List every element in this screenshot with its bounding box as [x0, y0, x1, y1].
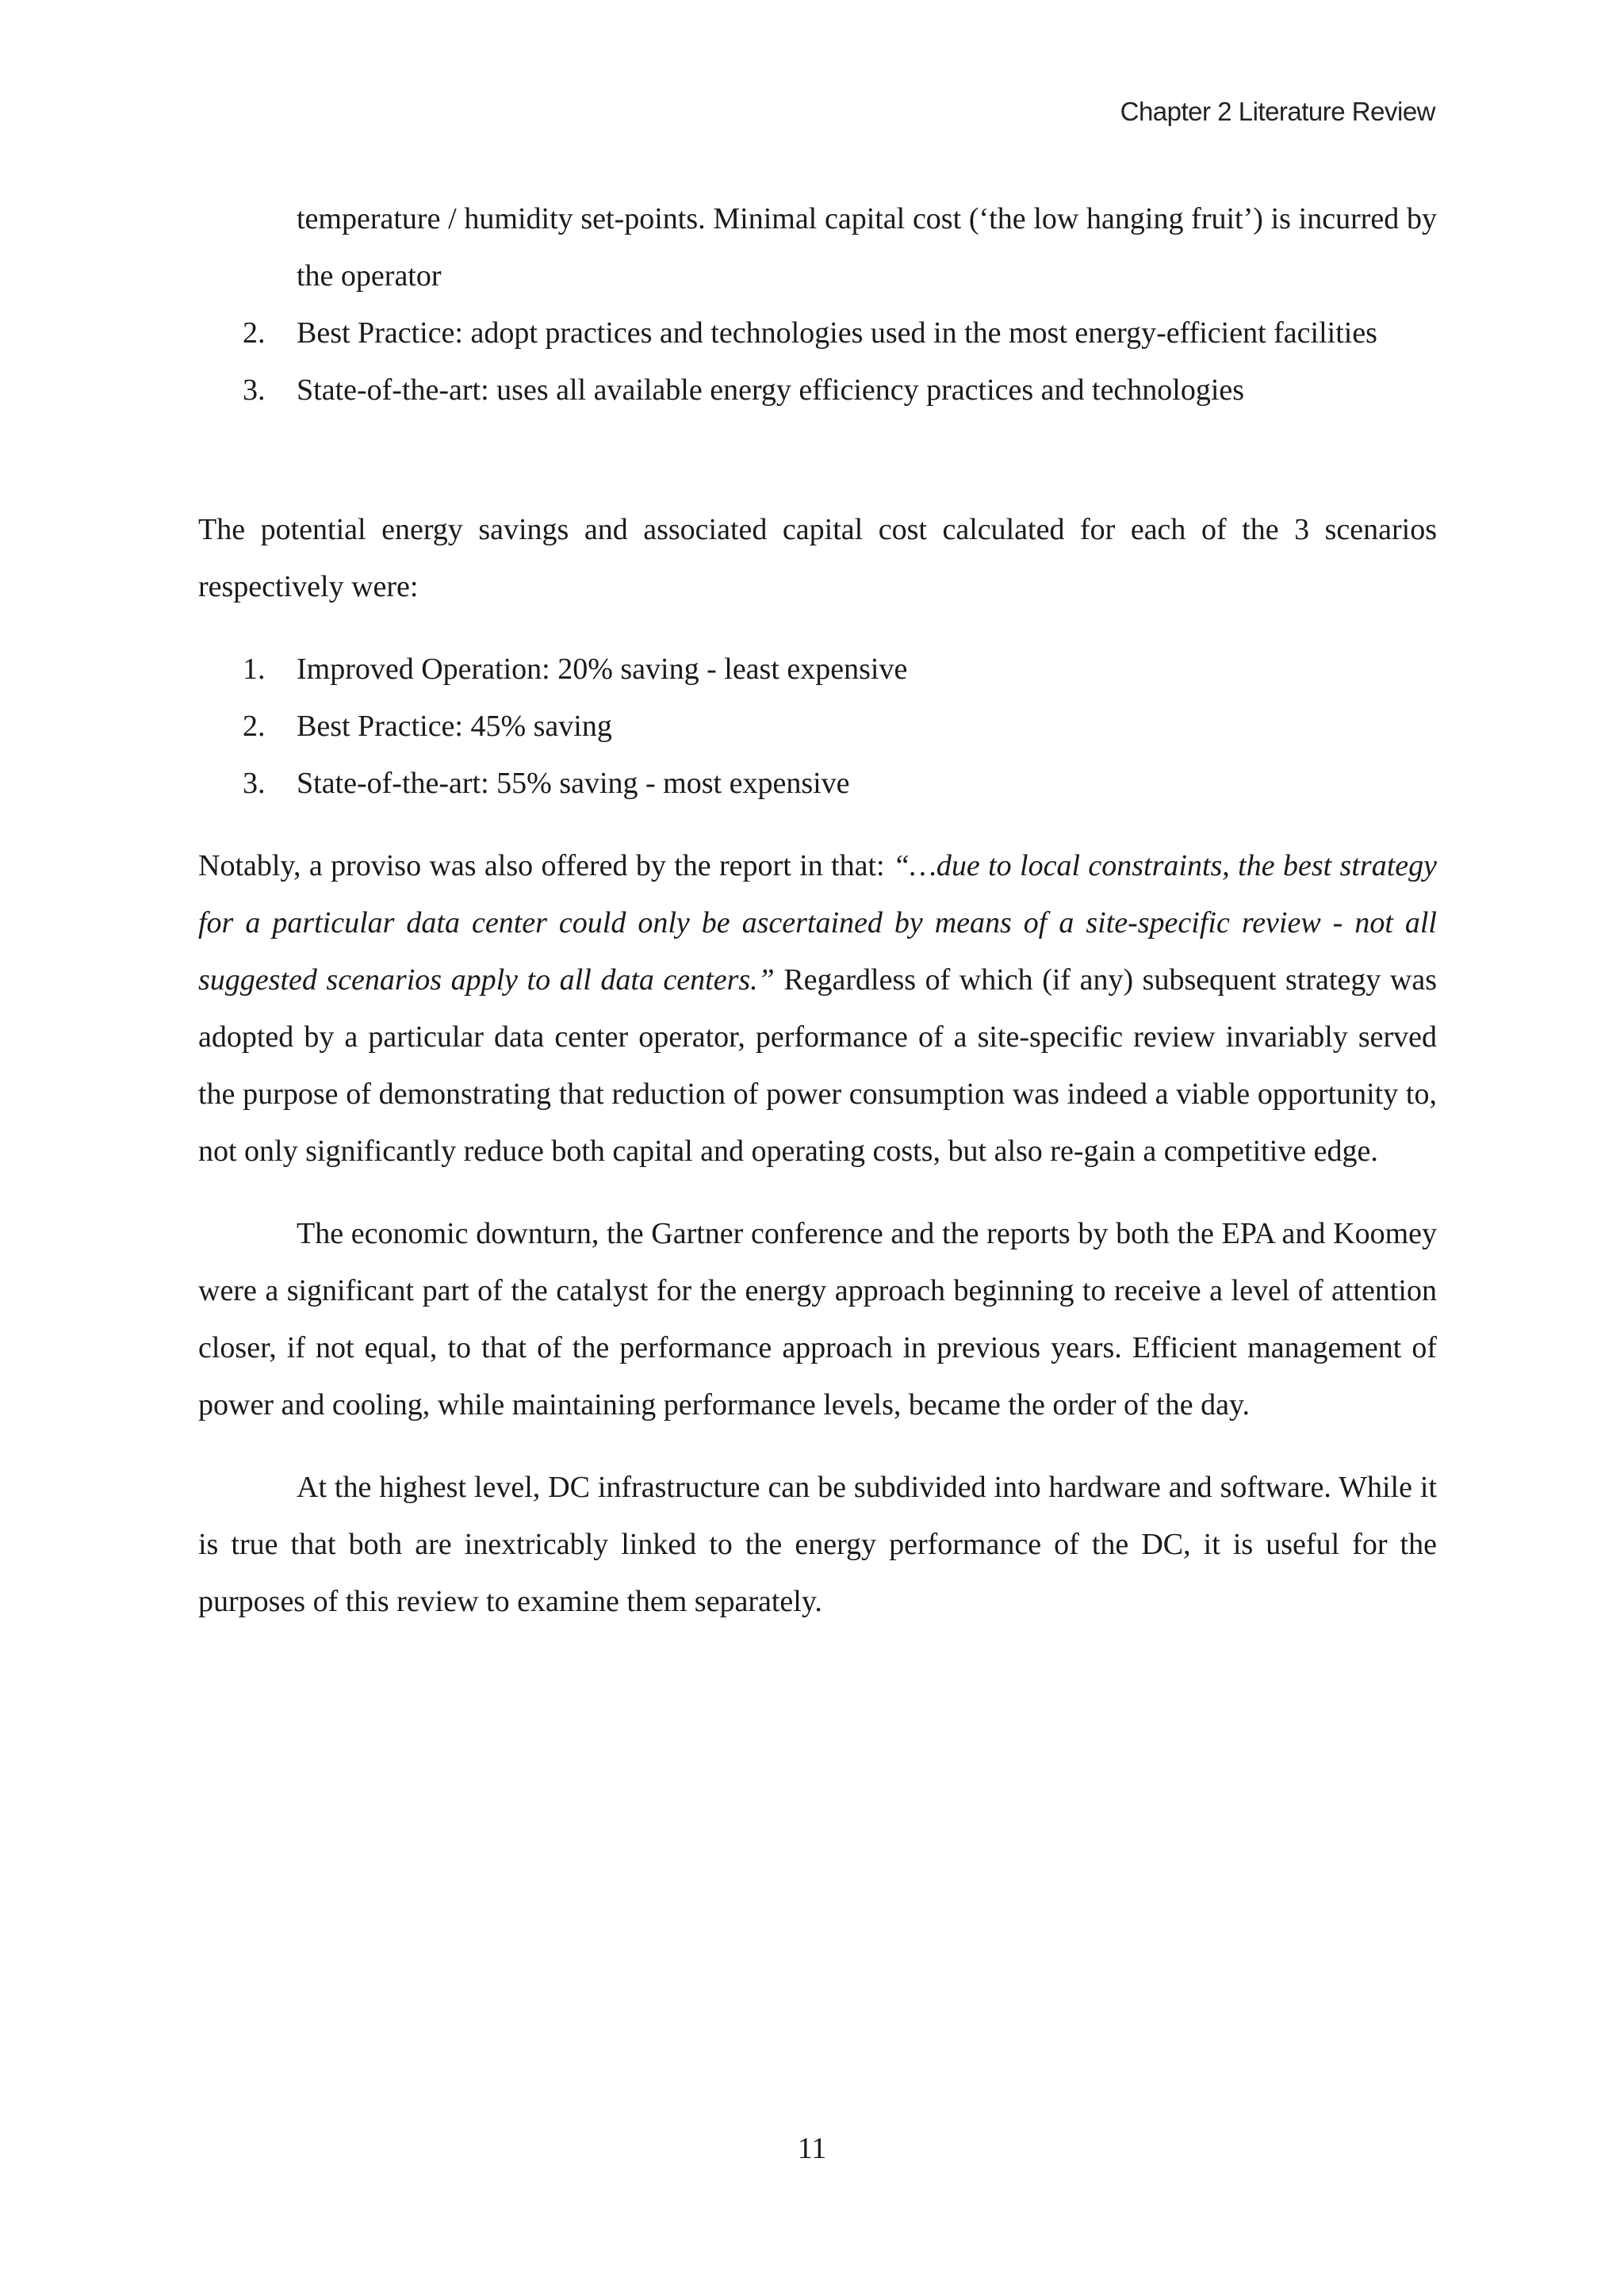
savings-list — [198, 641, 1437, 812]
running-header: Chapter 2 Literature Review — [1120, 97, 1435, 126]
list-item — [198, 304, 1437, 362]
list-item-continuation: temperature / humidity set-points. Minimal capital cost (‘the low hanging fruit’) is incurred by the operator — [297, 202, 1437, 293]
list-item — [198, 641, 1437, 698]
paragraph-proviso — [198, 837, 1437, 1180]
spacer — [198, 1433, 1437, 1459]
spacer — [198, 1180, 1437, 1205]
page-number: 11 — [797, 2132, 827, 2165]
spacer — [198, 419, 1437, 501]
list-item-text: State-of-the-art: uses all available energy efficiency practices and technologies — [297, 373, 1245, 407]
list-item-text: Best Practice: 45% saving — [297, 710, 612, 743]
list-number: 2. — [243, 316, 266, 350]
paragraph-savings-intro: The potential energy savings and associated capital cost calculated for each of the 3 scenarios respectively were: — [198, 513, 1437, 603]
list-number: 1. — [243, 652, 266, 686]
paragraph-highest-level: At the highest level, DC infrastructure can be subdivided into hardware and software. While it is true that both are inextricably linked to the energy performance of the DC, it is useful for the purposes of this review to examine them separately. — [198, 1471, 1437, 1618]
list-number: 3. — [243, 373, 266, 407]
scenario-list — [198, 304, 1437, 419]
spacer — [198, 812, 1437, 837]
list-item-text: State-of-the-art: 55% saving - most expensive — [297, 767, 850, 800]
list-item — [198, 755, 1437, 812]
proviso-quote: “…due to local constraints, the best strategy for a particular data center could only be ascertained by means of a site-specific review - not all suggested scenarios apply to all data centers.” — [198, 849, 1437, 997]
paragraph-downturn: The economic downturn, the Gartner conference and the reports by both the EPA and Koomey were a significant part of the catalyst for the energy approach beginning to receive a level of attention closer, if not equal, to that of the performance approach in previous years. Efficient management of power and cooling, while maintaining performance levels, became the order of the day. — [198, 1217, 1437, 1422]
spacer — [198, 615, 1437, 641]
list-item — [198, 698, 1437, 755]
list-item-text: Improved Operation: 20% saving - least expensive — [297, 652, 908, 686]
list-item — [198, 362, 1437, 419]
list-number: 3. — [243, 767, 266, 800]
list-item-text: Best Practice: adopt practices and technologies used in the most energy-efficient facilities — [297, 316, 1377, 350]
proviso-rest: Regardless of which (if any) subsequent strategy was adopted by a particular data center operator, performance of a site-specific review invariably served the purpose of demonstrating that reduction of power consumption was indeed a viable opportunity to, not only significantly reduce both capital and operating costs, but also re-gain a competitive edge. — [198, 963, 1437, 1168]
page-body — [198, 190, 1437, 1630]
proviso-lead: Notably, a proviso was also offered by the report in that: — [198, 849, 893, 882]
list-number: 2. — [243, 710, 266, 743]
